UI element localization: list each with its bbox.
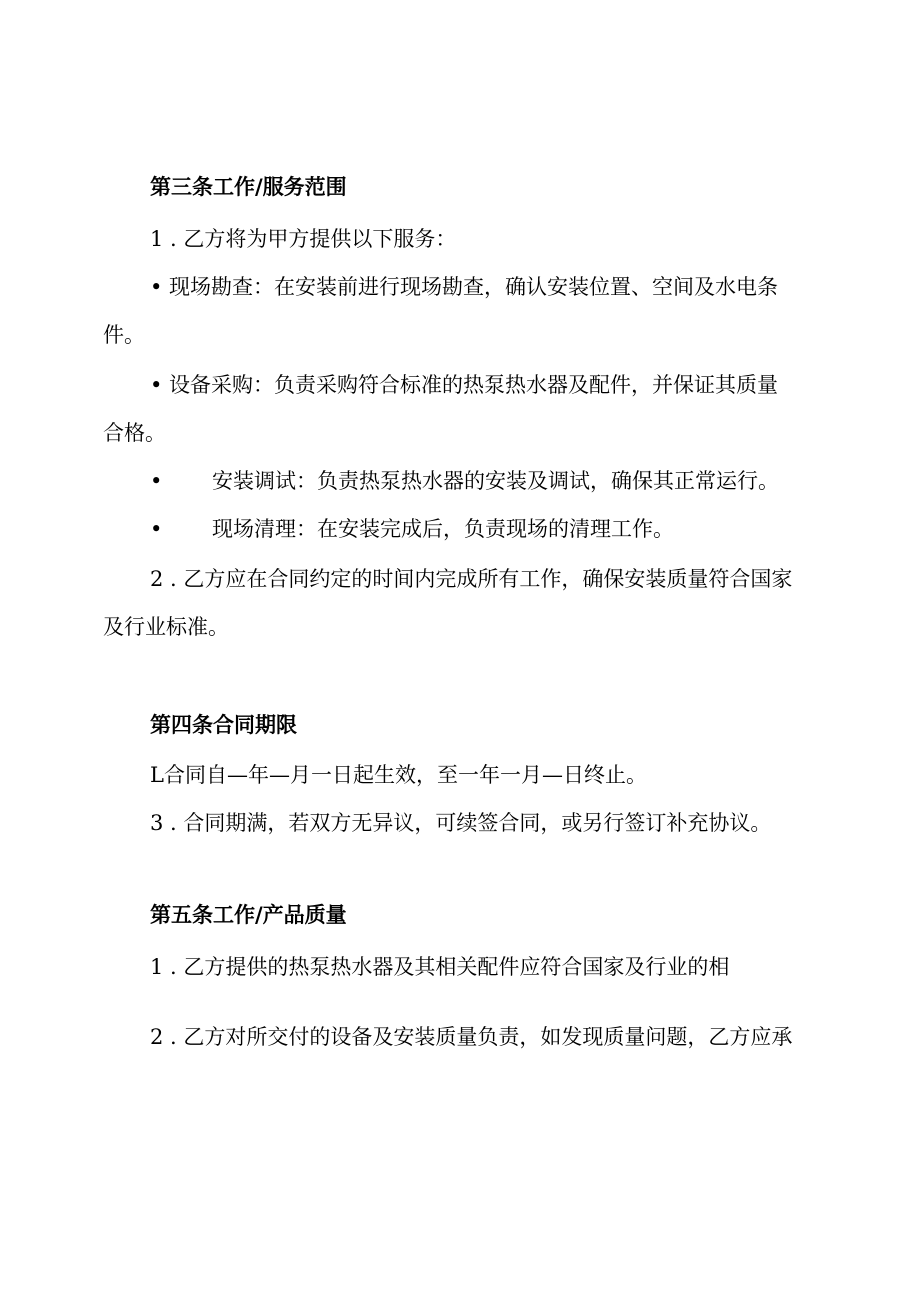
section-3-item-2: 2 . 乙方应在合同约定的时间内完成所有工作，确保安装质量符合国家 [150, 567, 793, 591]
section-3-bullet-4 [150, 514, 674, 546]
section-4-heading: 第四条合同期限 [150, 713, 297, 737]
section-3-item-1: 1 . 乙方将为甲方提供以下服务： [150, 227, 457, 251]
bullet-text: 现场清理：在安装完成后，负责现场的清理工作。 [212, 517, 674, 541]
bullet-dot: • [150, 517, 163, 541]
section-3-item-2-continuation: 及行业标准。 [103, 615, 229, 639]
section-3-bullet-2: • 设备采购：负责采购符合标准的热泵热水器及配件，并保证其质量 [150, 373, 779, 397]
section-4-item-1: L合同自—年—月一日起生效，至一年一月—日终止。 [150, 763, 647, 787]
section-3-heading: 第三条工作/服务范围 [150, 175, 347, 199]
section-3-bullet-3 [150, 466, 779, 498]
section-5-heading: 第五条工作/产品质量 [150, 903, 347, 927]
section-3-bullet-1: • 现场勘查：在安装前进行现场勘查，确认安装位置、空间及水电条 [150, 275, 779, 299]
section-3-bullet-1-continuation: 件。 [103, 323, 145, 347]
section-3-bullet-2-continuation: 合格。 [103, 421, 166, 445]
section-5-item-1: 1 . 乙方提供的热泵热水器及其相关配件应符合国家及行业的相 [150, 955, 730, 979]
bullet-dot: • [150, 469, 163, 493]
section-4-item-3: 3 . 合同期满，若双方无异议，可续签合同，或另行签订补充协议。 [150, 811, 772, 835]
bullet-text: 安装调试：负责热泵热水器的安装及调试，确保其正常运行。 [212, 469, 779, 493]
section-5-item-2: 2 . 乙方对所交付的设备及安装质量负责，如发现质量问题，乙方应承 [150, 1025, 793, 1049]
